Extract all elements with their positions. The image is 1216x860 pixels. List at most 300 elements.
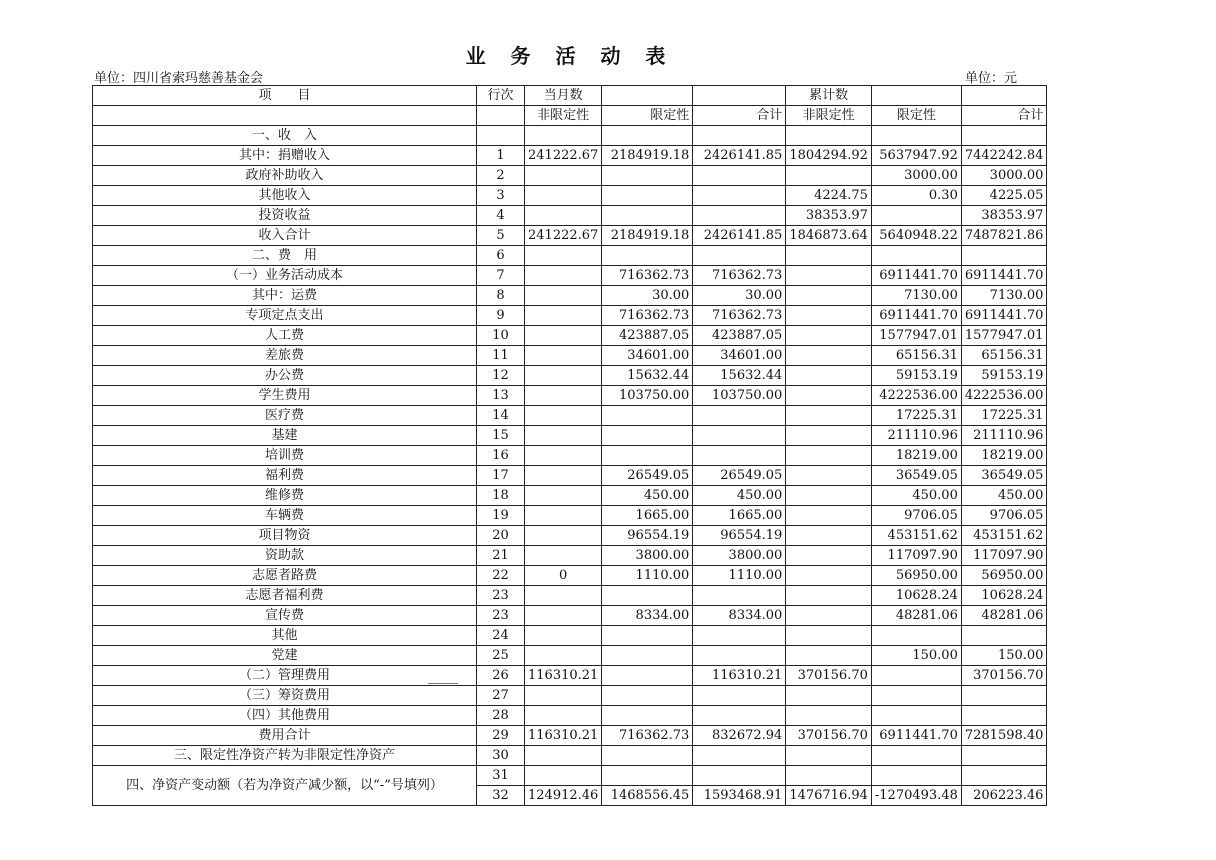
- table-row: [93, 166, 1047, 186]
- cell-cum-restricted: 10628.24: [871, 586, 961, 606]
- cell-cum-nonrestricted: [786, 326, 872, 346]
- line-number: 2: [477, 166, 525, 186]
- header-blank: [93, 106, 477, 126]
- cell-restricted: [602, 586, 693, 606]
- item-label: 政府补助收入: [93, 166, 477, 186]
- line-number: [477, 126, 525, 146]
- cell-nonrestricted: [525, 486, 602, 506]
- line-number: 1: [477, 146, 525, 166]
- table-row: [93, 346, 1047, 366]
- cell-total: 450.00: [693, 486, 786, 506]
- cell-cum-restricted: 6911441.70: [871, 726, 961, 746]
- cell-cum-total: [961, 746, 1047, 766]
- item-label: 志愿者福利费: [93, 586, 477, 606]
- line-number: 31: [477, 766, 525, 786]
- cell-nonrestricted: [525, 406, 602, 426]
- cell-nonrestricted: 116310.21: [525, 666, 602, 686]
- cell-nonrestricted: [525, 426, 602, 446]
- table-row: [93, 726, 1047, 746]
- cell-total: [693, 586, 786, 606]
- cell-cum-restricted: 7130.00: [871, 286, 961, 306]
- cell-cum-restricted: 17225.31: [871, 406, 961, 426]
- cell-restricted: 1665.00: [602, 506, 693, 526]
- cell-cum-restricted: 4222536.00: [871, 386, 961, 406]
- cell-total: [693, 126, 786, 146]
- cell-cum-nonrestricted: [786, 246, 872, 266]
- cell-cum-total: 7487821.86: [961, 226, 1047, 246]
- line-number: 30: [477, 746, 525, 766]
- item-label: 费用合计: [93, 726, 477, 746]
- item-label: 专项定点支出: [93, 306, 477, 326]
- cell-nonrestricted: [525, 526, 602, 546]
- cell-cum-total: 1577947.01: [961, 326, 1047, 346]
- cell-total: [693, 186, 786, 206]
- net-asset-change-row-a: [93, 766, 1047, 786]
- cell-total: 716362.73: [693, 306, 786, 326]
- cell-total: [693, 246, 786, 266]
- table-row: [93, 546, 1047, 566]
- cell-nonrestricted: [525, 386, 602, 406]
- cell-cum-restricted: 453151.62: [871, 526, 961, 546]
- cell-total: [693, 646, 786, 666]
- cell-cum-total: 18219.00: [961, 446, 1047, 466]
- line-number: 13: [477, 386, 525, 406]
- cell-cum-restricted: 6911441.70: [871, 266, 961, 286]
- cell-cum-nonrestricted: [786, 446, 872, 466]
- cell-total: 2426141.85: [693, 226, 786, 246]
- cell-cum-total: 150.00: [961, 646, 1047, 666]
- cell-restricted: 716362.73: [602, 726, 693, 746]
- cell-restricted: 716362.73: [602, 266, 693, 286]
- cell-blank: [786, 766, 872, 786]
- line-number: 24: [477, 626, 525, 646]
- cell-nonrestricted: [525, 126, 602, 146]
- item-label: 差旅费: [93, 346, 477, 366]
- cell-nonrestricted: [525, 326, 602, 346]
- cell-cum-total: 4222536.00: [961, 386, 1047, 406]
- cell-nonrestricted: 241222.67: [525, 146, 602, 166]
- line-number: 18: [477, 486, 525, 506]
- cell-restricted: 423887.05: [602, 326, 693, 346]
- cell-cum-total: 38353.97: [961, 206, 1047, 226]
- cell-cum-total: 6911441.70: [961, 306, 1047, 326]
- cell-restricted: [602, 186, 693, 206]
- net-asset-change-label: 四、净资产变动额（若为净资产减少额，以“-”号填列）: [93, 766, 477, 806]
- cell-cum-total: 56950.00: [961, 566, 1047, 586]
- cell-cum-nonrestricted: [786, 266, 872, 286]
- line-number: 28: [477, 706, 525, 726]
- cell-cum-restricted: [871, 746, 961, 766]
- cell-restricted: 2184919.18: [602, 146, 693, 166]
- header-blank: [602, 86, 693, 106]
- cell-nonrestricted: [525, 166, 602, 186]
- currency-unit: 单位：元: [965, 71, 1018, 86]
- table-row: [93, 246, 1047, 266]
- cell-cum-nonrestricted: 4224.75: [786, 186, 872, 206]
- cell-cum-nonrestricted: [786, 126, 872, 146]
- table-row: [93, 206, 1047, 226]
- line-number: 25: [477, 646, 525, 666]
- cell-cum-nonrestricted: 1476716.94: [786, 786, 872, 806]
- cell-total: [693, 746, 786, 766]
- header-row-2: [93, 106, 1047, 126]
- line-number: 26: [477, 666, 525, 686]
- cell-total: [693, 626, 786, 646]
- table-row: [93, 386, 1047, 406]
- cell-nonrestricted: [525, 206, 602, 226]
- item-label: 项目物资: [93, 526, 477, 546]
- line-number: 12: [477, 366, 525, 386]
- cell-total: [693, 706, 786, 726]
- table-row: [93, 586, 1047, 606]
- cell-cum-nonrestricted: 1846873.64: [786, 226, 872, 246]
- line-number: 8: [477, 286, 525, 306]
- cell-cum-restricted: 59153.19: [871, 366, 961, 386]
- cell-cum-total: 7442242.84: [961, 146, 1047, 166]
- item-label: 其中：捐赠收入: [93, 146, 477, 166]
- item-label: 培训费: [93, 446, 477, 466]
- cell-cum-nonrestricted: [786, 566, 872, 586]
- cell-cum-nonrestricted: [786, 386, 872, 406]
- cell-restricted: 26549.05: [602, 466, 693, 486]
- item-label: （三）筹资费用: [93, 686, 477, 706]
- cell-cum-restricted: 150.00: [871, 646, 961, 666]
- item-label: 其他: [93, 626, 477, 646]
- header-total: 合计: [693, 106, 786, 126]
- cell-cum-nonrestricted: [786, 706, 872, 726]
- cell-cum-restricted: 5640948.22: [871, 226, 961, 246]
- cell-nonrestricted: [525, 266, 602, 286]
- table-row: [93, 606, 1047, 626]
- cell-cum-total: [961, 706, 1047, 726]
- cell-cum-total: 36549.05: [961, 466, 1047, 486]
- line-number: 29: [477, 726, 525, 746]
- header-cum-nonrestricted: 非限定性: [786, 106, 872, 126]
- cell-restricted: 1468556.45: [602, 786, 693, 806]
- cell-restricted: [602, 126, 693, 146]
- line-number: 15: [477, 426, 525, 446]
- item-label: 福利费: [93, 466, 477, 486]
- table-row: [93, 706, 1047, 726]
- cell-cum-nonrestricted: 1804294.92: [786, 146, 872, 166]
- line-number: 5: [477, 226, 525, 246]
- line-number: 14: [477, 406, 525, 426]
- cell-cum-total: 9706.05: [961, 506, 1047, 526]
- cell-total: [693, 166, 786, 186]
- cell-total: 2426141.85: [693, 146, 786, 166]
- table-row: [93, 266, 1047, 286]
- item-label: 一、收 入: [93, 126, 477, 146]
- cell-cum-nonrestricted: [786, 346, 872, 366]
- table-row: [93, 466, 1047, 486]
- cell-cum-nonrestricted: [786, 606, 872, 626]
- table-row: [93, 126, 1047, 146]
- cell-nonrestricted: [525, 586, 602, 606]
- item-label: 志愿者路费: [93, 566, 477, 586]
- cell-total: [693, 446, 786, 466]
- table-row: [93, 326, 1047, 346]
- cell-total: 103750.00: [693, 386, 786, 406]
- item-label: 宣传费: [93, 606, 477, 626]
- cell-total: 3800.00: [693, 546, 786, 566]
- cell-cum-nonrestricted: [786, 306, 872, 326]
- cell-cum-restricted: [871, 666, 961, 686]
- line-number: 9: [477, 306, 525, 326]
- table-row: [93, 526, 1047, 546]
- cell-cum-total: 6911441.70: [961, 266, 1047, 286]
- header-nonrestricted: 非限定性: [525, 106, 602, 126]
- cell-cum-restricted: [871, 206, 961, 226]
- table-row: [93, 646, 1047, 666]
- cell-restricted: [602, 666, 693, 686]
- cell-restricted: [602, 246, 693, 266]
- table-row: [93, 566, 1047, 586]
- cell-cum-total: [961, 126, 1047, 146]
- item-label: 资助款: [93, 546, 477, 566]
- cell-cum-total: 450.00: [961, 486, 1047, 506]
- cell-cum-total: 4225.05: [961, 186, 1047, 206]
- cell-restricted: 2184919.18: [602, 226, 693, 246]
- header-current-month: 当月数: [525, 86, 602, 106]
- organization-unit: 单位：四川省索玛慈善基金会: [94, 71, 264, 86]
- cell-restricted: 15632.44: [602, 366, 693, 386]
- item-label: （四）其他费用: [93, 706, 477, 726]
- cell-cum-restricted: [871, 126, 961, 146]
- cell-cum-nonrestricted: [786, 426, 872, 446]
- cell-cum-nonrestricted: [786, 686, 872, 706]
- cell-restricted: [602, 686, 693, 706]
- cell-blank: [602, 766, 693, 786]
- cell-cum-total: 453151.62: [961, 526, 1047, 546]
- cell-total: [693, 686, 786, 706]
- item-label: 其中：运费: [93, 286, 477, 306]
- cell-nonrestricted: 116310.21: [525, 726, 602, 746]
- line-number: 6: [477, 246, 525, 266]
- cell-total: 1665.00: [693, 506, 786, 526]
- header-blank: [961, 86, 1047, 106]
- cell-restricted: [602, 706, 693, 726]
- cell-nonrestricted: [525, 746, 602, 766]
- cell-total: [693, 406, 786, 426]
- cell-nonrestricted: [525, 366, 602, 386]
- item-label: 医疗费: [93, 406, 477, 426]
- cell-cum-nonrestricted: [786, 506, 872, 526]
- cell-nonrestricted: [525, 626, 602, 646]
- table-row: [93, 666, 1047, 686]
- cell-nonrestricted: [525, 446, 602, 466]
- cell-total: 716362.73: [693, 266, 786, 286]
- cell-cum-total: 206223.46: [961, 786, 1047, 806]
- cell-total: 8334.00: [693, 606, 786, 626]
- line-number: 17: [477, 466, 525, 486]
- cell-cum-total: 117097.90: [961, 546, 1047, 566]
- header-line: 行次: [477, 86, 525, 106]
- header-row-1: [93, 86, 1047, 106]
- cell-restricted: 8334.00: [602, 606, 693, 626]
- cell-cum-total: 48281.06: [961, 606, 1047, 626]
- cell-restricted: 3800.00: [602, 546, 693, 566]
- line-number: 27: [477, 686, 525, 706]
- cell-cum-nonrestricted: 370156.70: [786, 726, 872, 746]
- header-blank: [693, 86, 786, 106]
- cell-total: 34601.00: [693, 346, 786, 366]
- cell-cum-restricted: 18219.00: [871, 446, 961, 466]
- cell-nonrestricted: [525, 646, 602, 666]
- cell-restricted: [602, 746, 693, 766]
- cell-cum-restricted: 117097.90: [871, 546, 961, 566]
- table-row: [93, 306, 1047, 326]
- header-cum-total: 合计: [961, 106, 1047, 126]
- header-blank: [871, 86, 961, 106]
- table-row: [93, 226, 1047, 246]
- table-row: [93, 186, 1047, 206]
- cell-cum-nonrestricted: [786, 586, 872, 606]
- item-label: （一）业务活动成本: [93, 266, 477, 286]
- cell-blank: [961, 766, 1047, 786]
- cell-cum-total: 65156.31: [961, 346, 1047, 366]
- cell-restricted: 34601.00: [602, 346, 693, 366]
- cell-cum-total: [961, 246, 1047, 266]
- item-label: 学生费用: [93, 386, 477, 406]
- table-row: [93, 686, 1047, 706]
- cell-cum-restricted: 65156.31: [871, 346, 961, 366]
- cell-cum-total: [961, 686, 1047, 706]
- cell-blank: [693, 766, 786, 786]
- cell-cum-nonrestricted: 38353.97: [786, 206, 872, 226]
- cell-total: 1110.00: [693, 566, 786, 586]
- line-number: 32: [477, 786, 525, 806]
- cell-cum-restricted: 9706.05: [871, 506, 961, 526]
- line-number: 3: [477, 186, 525, 206]
- item-label: 维修费: [93, 486, 477, 506]
- cell-nonrestricted: [525, 346, 602, 366]
- cell-nonrestricted: [525, 286, 602, 306]
- cell-nonrestricted: [525, 706, 602, 726]
- cell-cum-total: 7281598.40: [961, 726, 1047, 746]
- cell-nonrestricted: [525, 186, 602, 206]
- item-label: 办公费: [93, 366, 477, 386]
- cell-cum-restricted: 48281.06: [871, 606, 961, 626]
- cell-cum-total: 59153.19: [961, 366, 1047, 386]
- cell-cum-nonrestricted: [786, 626, 872, 646]
- cell-total: 423887.05: [693, 326, 786, 346]
- cell-nonrestricted: 124912.46: [525, 786, 602, 806]
- cell-cum-restricted: [871, 706, 961, 726]
- cell-cum-total: 211110.96: [961, 426, 1047, 446]
- cell-cum-nonrestricted: [786, 466, 872, 486]
- table-row: [93, 366, 1047, 386]
- cell-restricted: 450.00: [602, 486, 693, 506]
- cell-cum-restricted: [871, 626, 961, 646]
- header-blank: [477, 106, 525, 126]
- item-label: 人工费: [93, 326, 477, 346]
- cell-cum-restricted: 56950.00: [871, 566, 961, 586]
- cell-cum-nonrestricted: 370156.70: [786, 666, 872, 686]
- cell-total: 116310.21: [693, 666, 786, 686]
- cell-nonrestricted: 241222.67: [525, 226, 602, 246]
- cell-cum-nonrestricted: [786, 526, 872, 546]
- cell-total: 26549.05: [693, 466, 786, 486]
- report-title: 业 务 活 动 表: [465, 44, 675, 68]
- cell-total: 1593468.91: [693, 786, 786, 806]
- cell-blank: [871, 766, 961, 786]
- cell-nonrestricted: [525, 606, 602, 626]
- item-label: 三、限定性净资产转为非限定性净资产: [93, 746, 477, 766]
- cell-cum-total: 17225.31: [961, 406, 1047, 426]
- cell-restricted: [602, 626, 693, 646]
- cell-cum-restricted: 211110.96: [871, 426, 961, 446]
- cell-cum-restricted: [871, 246, 961, 266]
- cell-cum-total: 10628.24: [961, 586, 1047, 606]
- item-label: 其他收入: [93, 186, 477, 206]
- item-label: 车辆费: [93, 506, 477, 526]
- item-label: 投资收益: [93, 206, 477, 226]
- cell-restricted: 716362.73: [602, 306, 693, 326]
- cell-cum-nonrestricted: [786, 546, 872, 566]
- line-number: 4: [477, 206, 525, 226]
- table-row: [93, 506, 1047, 526]
- line-number: 23: [477, 606, 525, 626]
- cell-restricted: [602, 406, 693, 426]
- cell-restricted: 96554.19: [602, 526, 693, 546]
- cell-total: [693, 426, 786, 446]
- cell-cum-restricted: [871, 686, 961, 706]
- cell-cum-nonrestricted: [786, 406, 872, 426]
- line-number: 20: [477, 526, 525, 546]
- table-row: [93, 426, 1047, 446]
- header-item: 项 目: [93, 86, 477, 106]
- table-row: [93, 486, 1047, 506]
- cell-nonrestricted: [525, 246, 602, 266]
- cell-total: 30.00: [693, 286, 786, 306]
- cell-cum-total: 7130.00: [961, 286, 1047, 306]
- cell-cum-total: [961, 626, 1047, 646]
- cell-cum-restricted: 1577947.01: [871, 326, 961, 346]
- table-row: [93, 146, 1047, 166]
- cell-blank: [525, 766, 602, 786]
- cell-restricted: [602, 646, 693, 666]
- stray-mark: [428, 683, 458, 684]
- cell-cum-restricted: -1270493.48: [871, 786, 961, 806]
- cell-nonrestricted: [525, 506, 602, 526]
- line-number: 23: [477, 586, 525, 606]
- cell-restricted: 103750.00: [602, 386, 693, 406]
- cell-total: 15632.44: [693, 366, 786, 386]
- business-activity-table: [92, 85, 1047, 806]
- cell-cum-restricted: 6911441.70: [871, 306, 961, 326]
- cell-nonrestricted: [525, 466, 602, 486]
- cell-nonrestricted: [525, 686, 602, 706]
- cell-cum-nonrestricted: [786, 646, 872, 666]
- cell-cum-restricted: 450.00: [871, 486, 961, 506]
- line-number: 22: [477, 566, 525, 586]
- header-restricted: 限定性: [602, 106, 693, 126]
- line-number: 7: [477, 266, 525, 286]
- table-row: [93, 286, 1047, 306]
- table-row: [93, 406, 1047, 426]
- cell-cum-nonrestricted: [786, 746, 872, 766]
- cell-restricted: [602, 166, 693, 186]
- cell-cum-restricted: 5637947.92: [871, 146, 961, 166]
- item-label: 基建: [93, 426, 477, 446]
- line-number: 16: [477, 446, 525, 466]
- table-row: [93, 446, 1047, 466]
- cell-cum-nonrestricted: [786, 286, 872, 306]
- cell-cum-nonrestricted: [786, 166, 872, 186]
- line-number: 21: [477, 546, 525, 566]
- cell-cum-nonrestricted: [786, 486, 872, 506]
- cell-cum-total: 3000.00: [961, 166, 1047, 186]
